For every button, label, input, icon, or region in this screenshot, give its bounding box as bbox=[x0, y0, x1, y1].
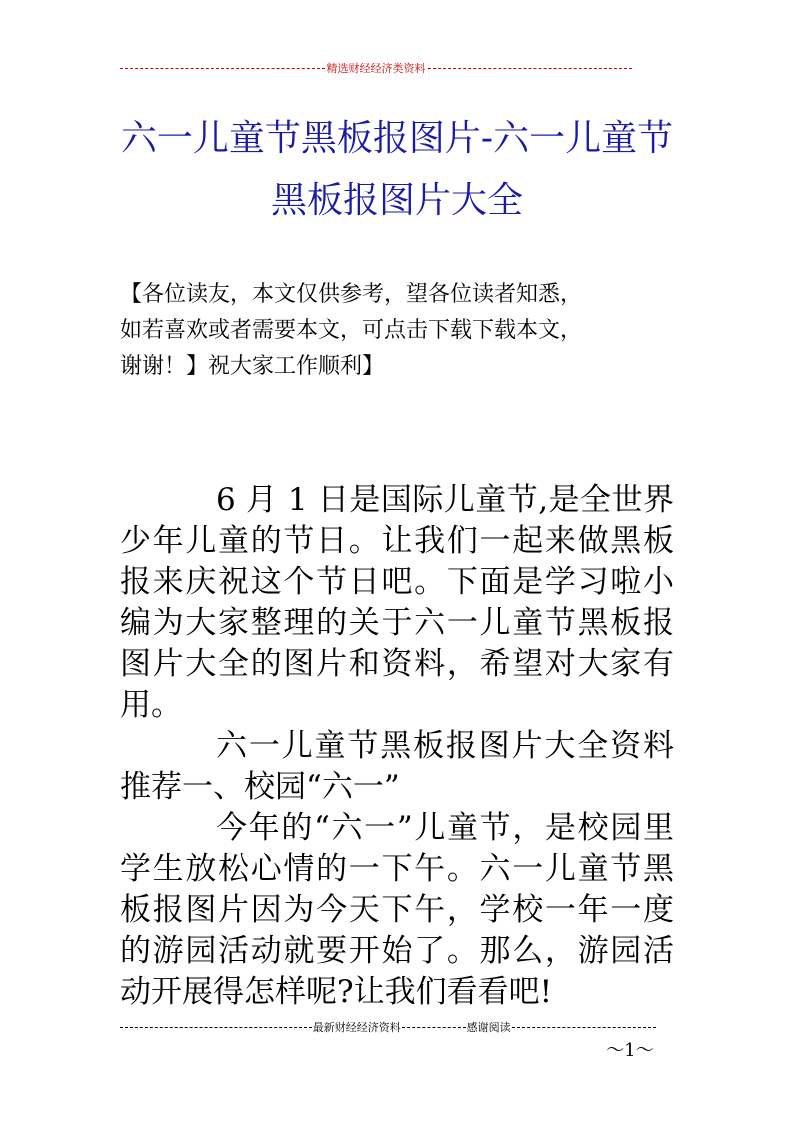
footer-divider-right bbox=[512, 1027, 656, 1028]
page-header bbox=[120, 60, 632, 76]
footer-right-label: 感谢阅读 bbox=[466, 1021, 511, 1034]
document-title: 六一儿童节黑板报图片-六一儿童节黑板报图片大全 bbox=[120, 118, 674, 221]
paragraph-intro: 6 月 1 日是国际儿童节,是全世界少年儿童的节日。让我们一起来做黑板报来庆祝这个节日吧。下面是学习啦小编为大家整理的关于六一儿童节黑板报图片大全的图片和资料，希望对大家有用。 bbox=[120, 482, 674, 723]
paragraph-recommendation: 六一儿童节黑板报图片大全资料推荐一、校园“六一” bbox=[120, 728, 674, 805]
header-divider-left bbox=[120, 68, 325, 69]
reader-disclaimer: 【各位读友，本文仅供参考，望各位读者知悉，如若喜欢或者需要本文，可点击下载下载本文，谢谢！】祝大家工作顺利】 bbox=[120, 282, 583, 379]
footer-divider-middle bbox=[402, 1027, 466, 1028]
footer-left-label: 最新财经经济资料 bbox=[312, 1021, 401, 1034]
paragraph-campus: 今年的“六一”儿童节，是校园里学生放松心情的一下午。六一儿童节黑板报图片因为今天下午，学校一年一度的游园活动就要开始了。那么，游园活动开展得怎样呢?让我们看看吧! bbox=[120, 810, 674, 1010]
article-body bbox=[120, 480, 674, 1013]
header-divider-right bbox=[428, 68, 633, 69]
footer-divider-left bbox=[120, 1027, 312, 1028]
page-footer bbox=[120, 1020, 656, 1034]
page-number: ～1～ bbox=[606, 1040, 654, 1061]
header-label: 精选财经经济类资料 bbox=[326, 62, 426, 75]
